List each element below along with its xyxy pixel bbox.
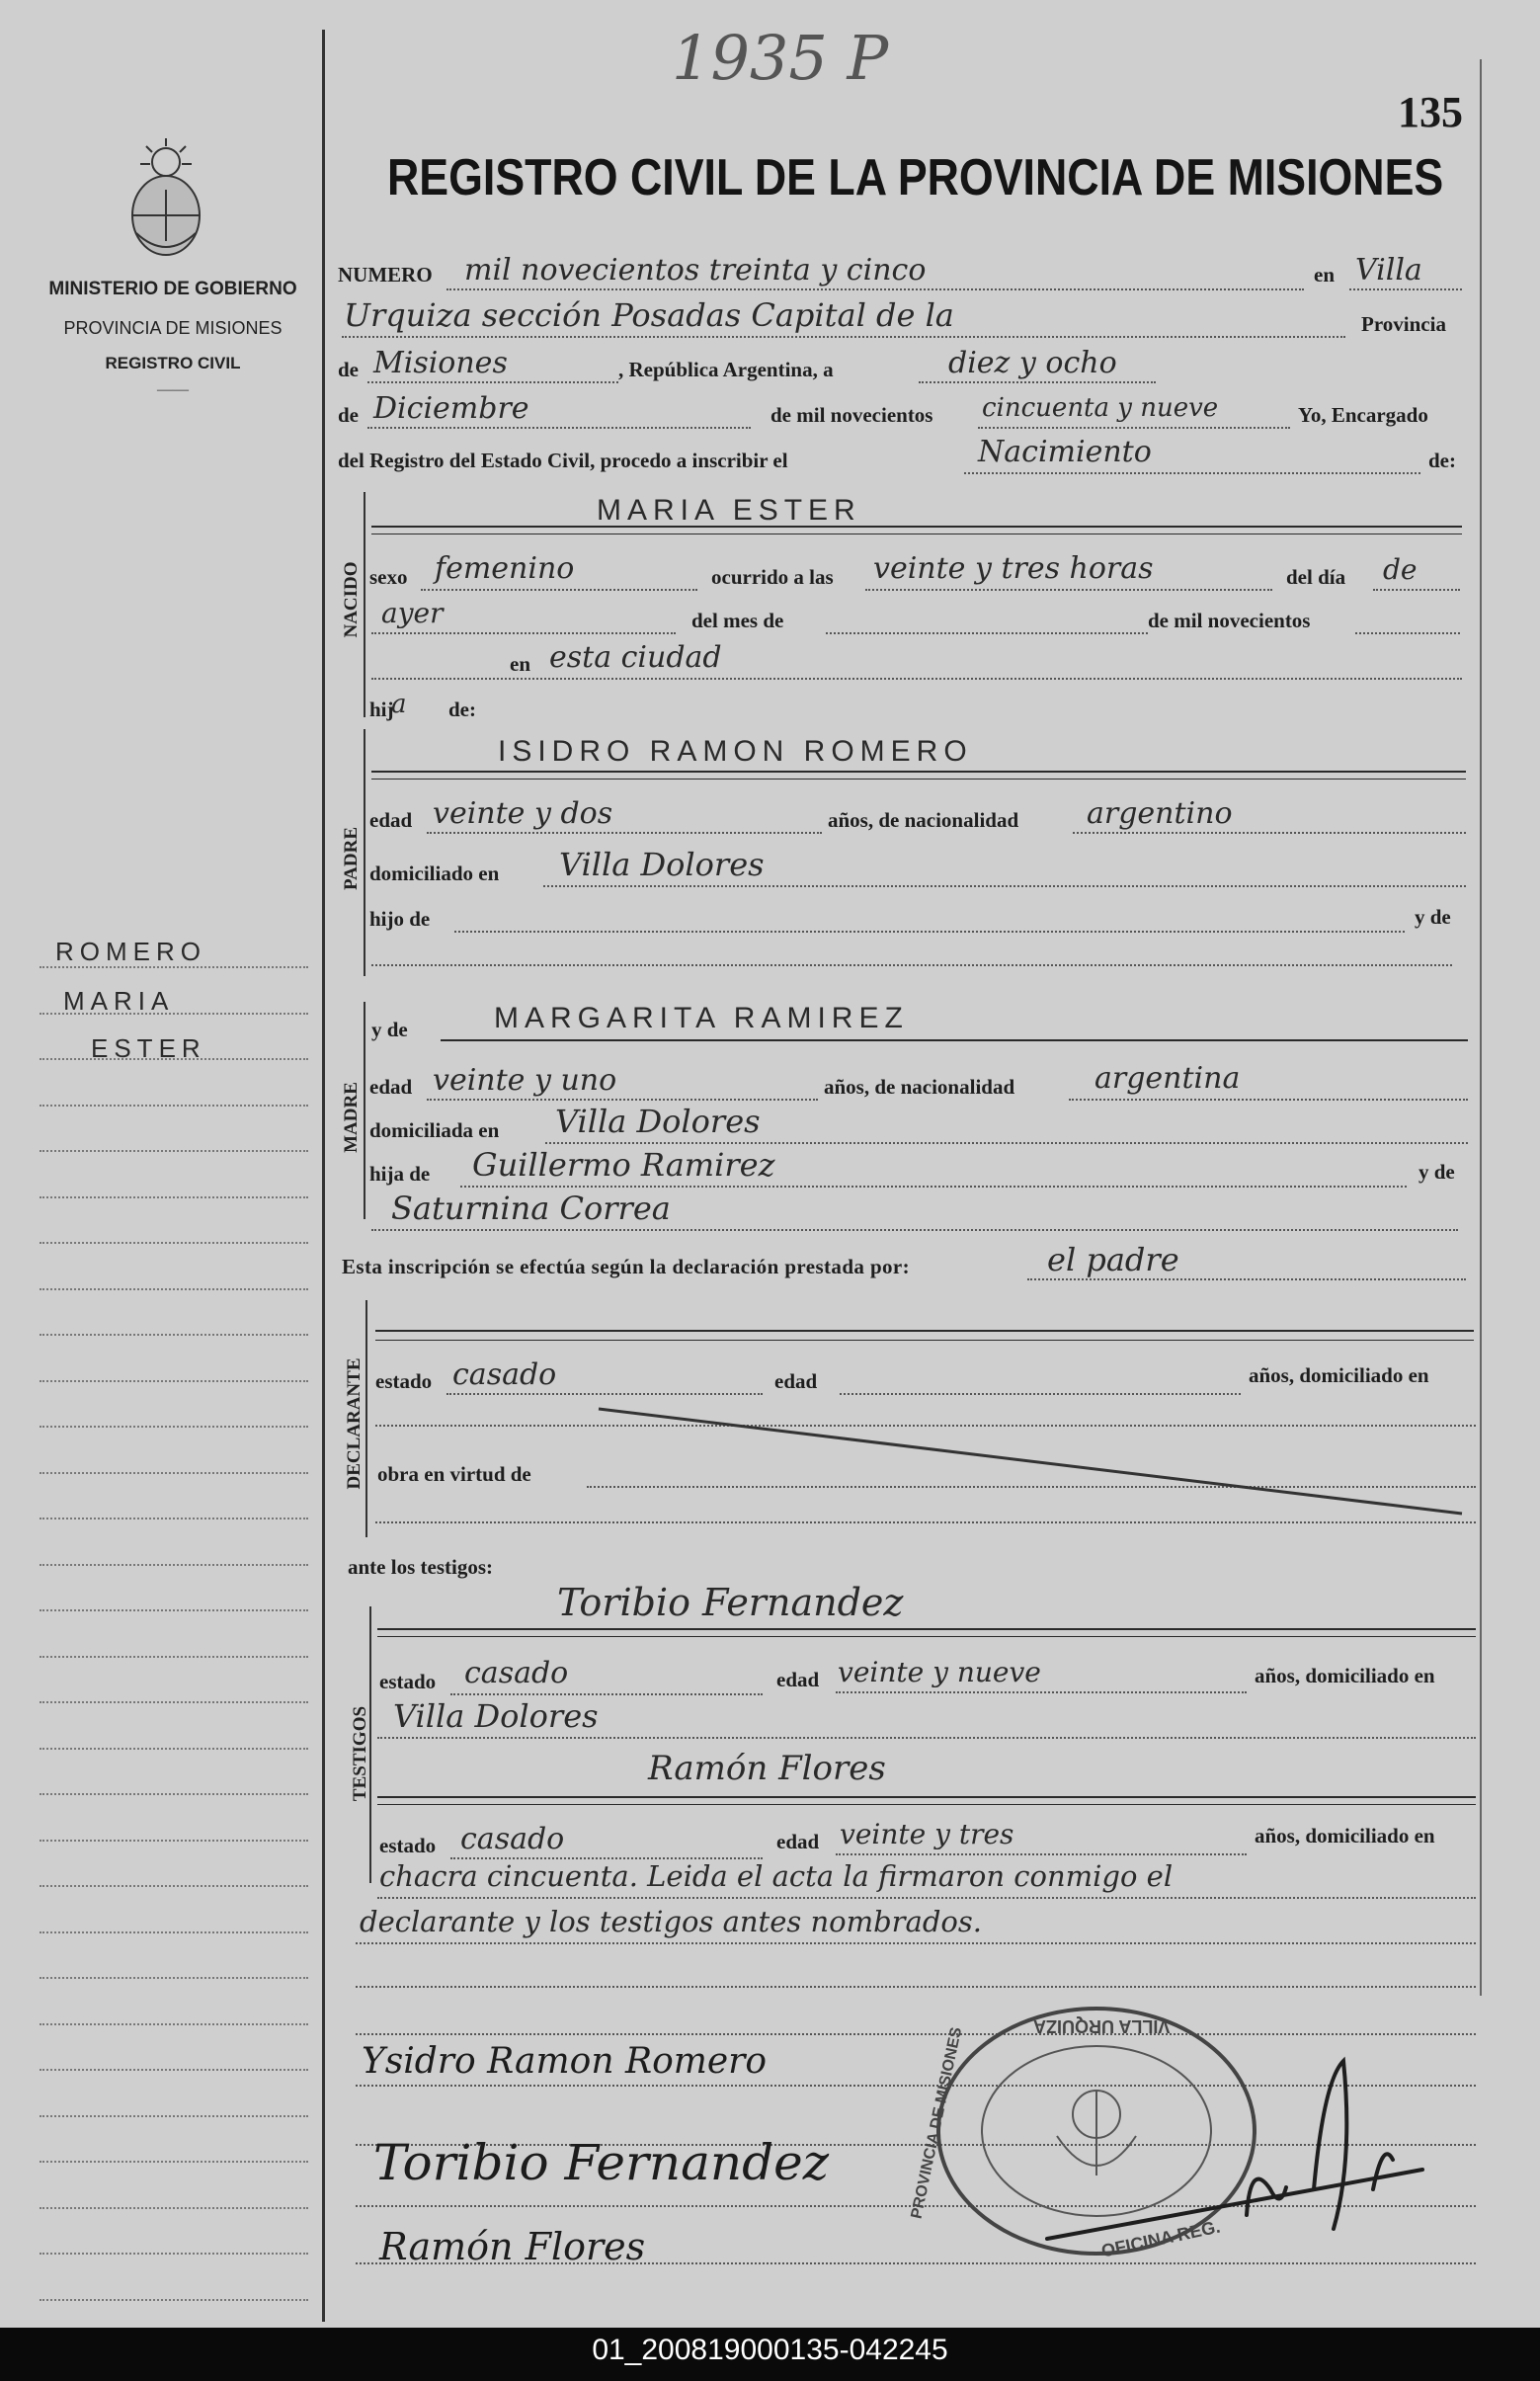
madre-edad-value: veinte y uno <box>433 1063 617 1098</box>
sidebar-name-surname: ROMERO <box>55 937 206 966</box>
sidebar-ruled-line <box>40 1288 308 1290</box>
ocurrido-label: ocurrido a las <box>711 565 834 589</box>
sexo-label: sexo <box>369 565 408 589</box>
witness-2-name: Ramón Flores <box>648 1749 886 1788</box>
place-value: Urquiza sección Posadas Capital de la <box>344 296 954 334</box>
padre-domicilio-label: domiciliado en <box>369 862 500 885</box>
declaracion-label: Esta inscripción se efectúa según la declaración prestada por: <box>342 1255 911 1278</box>
sidebar-ministry: MINISTERIO DE GOBIERNO <box>48 279 297 299</box>
sidebar-ruled-line <box>40 1380 308 1382</box>
sidebar-ruled-line <box>40 1472 308 1474</box>
registrar-signature-mark <box>988 2041 1442 2258</box>
nacido-name: MARIA ESTER <box>597 494 861 527</box>
mil-label: de mil novecientos <box>1148 609 1311 632</box>
day-value: diez y ocho <box>948 346 1117 380</box>
hora-value: veinte y tres horas <box>873 551 1154 586</box>
month-value: Diciembre <box>373 391 529 426</box>
sidebar-ruled-line <box>40 1609 308 1611</box>
padre-y-de-label: y de <box>1415 905 1451 929</box>
en-value: Villa <box>1355 253 1422 287</box>
stamp-left-text: PROVINCIA DE MISIONES <box>908 2025 966 2221</box>
declarante-edad-label: edad <box>774 1369 818 1393</box>
sidebar-ruled-line <box>40 2253 308 2255</box>
witness-2-domicilio: chacra cincuenta. Leida el acta la firmaron conmigo el <box>379 1859 1174 1893</box>
declarante-estado-value: casado <box>452 1357 557 1392</box>
declarante-strike-line <box>593 1393 1482 1531</box>
encargado-label: Yo, Encargado <box>1298 403 1428 427</box>
sidebar-ruled-line <box>40 1748 308 1750</box>
padre-edad-label: edad <box>369 808 413 832</box>
padre-edad-value: veinte y dos <box>433 796 613 831</box>
madre-hija-de-label: hija de <box>369 1162 431 1186</box>
provincia-label: Provincia <box>1361 312 1446 336</box>
witness-1-name: Toribio Fernandez <box>557 1581 904 1624</box>
sidebar-ruled-line <box>40 1840 308 1842</box>
sidebar-ruled-line <box>40 1518 308 1519</box>
signature-witness-2: Ramón Flores <box>379 2225 646 2268</box>
coat-of-arms-emblem <box>117 134 215 263</box>
witness-1-domicilio: Villa Dolores <box>393 1697 599 1735</box>
padre-hijo-de-label: hijo de <box>369 907 431 931</box>
sidebar-ruled-line <box>40 2023 308 2025</box>
dia-label: del día <box>1286 565 1346 589</box>
witness-1-edad-value: veinte y nueve <box>838 1656 1041 1688</box>
sidebar-name-second: ESTER <box>91 1033 206 1063</box>
de-label: de <box>338 358 359 381</box>
madre-name: MARGARITA RAMIREZ <box>494 1002 909 1034</box>
de3-label: de: <box>1428 449 1456 472</box>
witness-2-estado-value: casado <box>460 1822 565 1856</box>
archive-number: 1935 P <box>672 22 889 94</box>
sidebar-ruled-line <box>40 1196 308 1198</box>
witness-2-estado-label: estado <box>379 1834 437 1857</box>
padre-domicilio-value: Villa Dolores <box>559 846 765 883</box>
sidebar-ruled-line <box>40 2115 308 2117</box>
de-value: Misiones <box>373 346 508 380</box>
madre-domicilio-value: Villa Dolores <box>555 1103 761 1140</box>
declarante-obra-label: obra en virtud de <box>377 1462 531 1486</box>
sidebar-ruled-line <box>40 2207 308 2209</box>
madre-y-de-label: y de <box>371 1018 408 1041</box>
witness-1-estado-label: estado <box>379 1670 437 1693</box>
padre-nacionalidad-value: argentino <box>1087 796 1233 831</box>
de2-label: de <box>338 403 359 427</box>
declarante-estado-label: estado <box>375 1369 433 1393</box>
signature-father: Ysidro Ramon Romero <box>362 2041 768 2082</box>
sidebar-ruled-line <box>40 2161 308 2163</box>
sidebar-ruled-line <box>40 1564 308 1566</box>
sidebar-ruled-line <box>40 1885 308 1887</box>
year-value: cincuenta y nueve <box>982 393 1219 423</box>
en-label: en <box>1314 263 1335 287</box>
numero-label: NUMERO <box>338 263 433 287</box>
hijo-de-label: de: <box>448 698 476 721</box>
sidebar-province: PROVINCIA DE MISIONES <box>63 318 283 338</box>
hijo-label: hij <box>369 698 394 721</box>
padre-nacionalidad-label: años, de nacionalidad <box>828 808 1019 832</box>
sidebar-ruled-line <box>40 2299 308 2301</box>
sidebar-ruled-line <box>40 1656 308 1658</box>
section-label-madre: MADRE <box>341 1082 362 1153</box>
sidebar-ruled-line <box>40 1105 308 1107</box>
image-caption: 01_200819000135-042245 <box>592 2334 948 2366</box>
madre-nacionalidad-label: años, de nacionalidad <box>824 1075 1015 1099</box>
sidebar-ruled-line <box>40 1426 308 1428</box>
mes-label: del mes de <box>691 609 784 632</box>
stamp-top-text: VILLA URQUIZA <box>1033 2016 1171 2036</box>
lugar-label: en <box>510 652 530 676</box>
sidebar-ruled-line <box>40 1334 308 1336</box>
lugar-value: esta ciudad <box>549 640 722 675</box>
witness-1-anos-label: años, domiciliado en <box>1255 1664 1435 1687</box>
sidebar-registry: REGISTRO CIVIL <box>105 354 241 372</box>
sidebar-name-first: MARIA <box>63 986 175 1016</box>
sidebar-ruled-line <box>40 1701 308 1703</box>
sexo-value: femenino <box>435 551 575 586</box>
ayer-value: ayer <box>381 597 444 629</box>
madre-edad-label: edad <box>369 1075 413 1099</box>
section-label-testigos: TESTIGOS <box>350 1705 370 1802</box>
declarante-anos-label: años, domiciliado en <box>1249 1363 1429 1387</box>
madre-nacionalidad-value: argentina <box>1094 1061 1241 1096</box>
section-label-padre: PADRE <box>341 826 362 891</box>
padre-name: ISIDRO RAMON ROMERO <box>498 735 973 768</box>
page-title: REGISTRO CIVIL DE LA PROVINCIA DE MISIONES <box>387 149 1444 206</box>
hijo-suffix: a <box>391 690 407 719</box>
sidebar-ruled-line <box>40 1150 308 1152</box>
sidebar-ruled-line <box>40 1793 308 1795</box>
sidebar-ruled-line <box>40 1242 308 1244</box>
stamp-bottom-text: OFICINA REG. <box>1099 2216 1222 2261</box>
page-left-rule <box>322 30 325 2322</box>
registro-label: del Registro del Estado Civil, procedo a inscribir el <box>338 449 788 472</box>
dia-value: de <box>1383 553 1418 586</box>
sidebar-ruled-line <box>40 1013 308 1015</box>
testigos-intro-label: ante los testigos: <box>348 1555 493 1579</box>
page-right-rule <box>1480 59 1482 1996</box>
sidebar-ruled-line <box>40 1977 308 1979</box>
sidebar-dash: —— <box>157 381 189 398</box>
madre-y-de2-label: y de <box>1418 1160 1455 1184</box>
republica-label: , República Argentina, a <box>618 358 834 381</box>
witness-1-estado-value: casado <box>464 1656 569 1690</box>
madre-domicilio-label: domiciliada en <box>369 1118 500 1142</box>
sidebar-ruled-line <box>40 1058 308 1060</box>
witness-2-edad-label: edad <box>776 1830 820 1853</box>
closing-line: declarante y los testigos antes nombrados. <box>360 1905 982 1938</box>
declaracion-value: el padre <box>1047 1241 1179 1278</box>
witness-2-anos-label: años, domiciliado en <box>1255 1824 1435 1847</box>
section-label-declarante: DECLARANTE <box>344 1357 365 1490</box>
year-label: de mil novecientos <box>770 403 933 427</box>
section-label-nacido: NACIDO <box>341 561 362 638</box>
witness-1-edad-label: edad <box>776 1668 820 1691</box>
folio-number: 135 <box>1398 88 1463 136</box>
madre-hija-de-value: Guillermo Ramirez <box>472 1146 775 1184</box>
numero-value: mil novecientos treinta y cinco <box>464 253 927 287</box>
sidebar-ruled-line <box>40 1931 308 1933</box>
sidebar-ruled-line <box>40 2069 308 2071</box>
signature-witness-1: Toribio Fernandez <box>373 2134 830 2191</box>
witness-2-edad-value: veinte y tres <box>840 1818 1014 1850</box>
madre-madre-value: Saturnina Correa <box>391 1190 671 1227</box>
sidebar-ruled-line <box>40 966 308 968</box>
act-type: Nacimiento <box>978 435 1152 469</box>
